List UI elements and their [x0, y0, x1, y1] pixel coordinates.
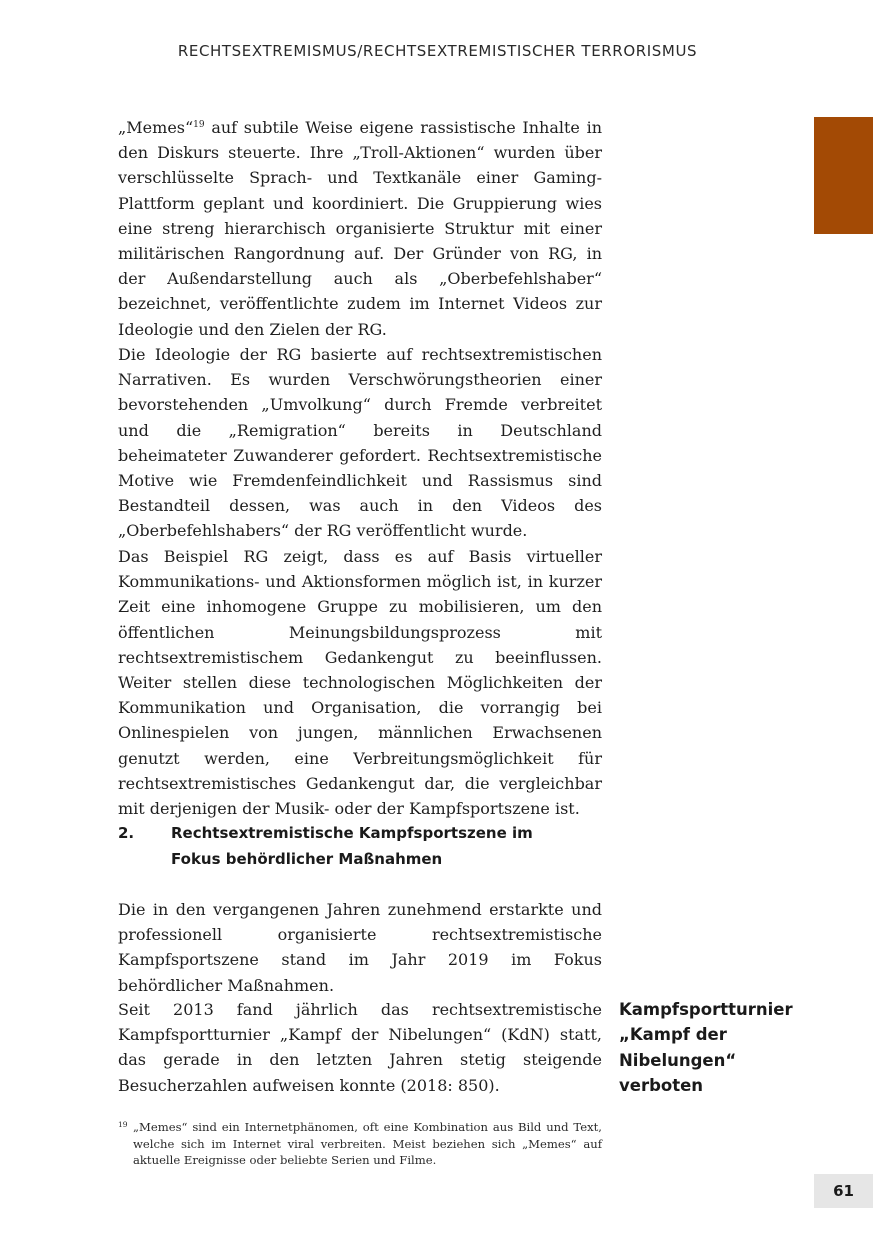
margin-note-line: „Kampf der [619, 1025, 727, 1045]
margin-note-line: Kampfsportturnier [619, 1000, 793, 1019]
body-paragraph-1 [118, 115, 602, 342]
section-title: Rechtsextremistische Kampfsportszene im Fokus behördlicher Maßnahmen [171, 824, 533, 868]
margin-note [619, 997, 794, 1098]
page-number [814, 1174, 873, 1208]
margin-note-line: verboten [619, 1075, 704, 1095]
footnote-reference: 19 [193, 120, 205, 130]
body-paragraph-5: Seit 2013 fand jährlich das rechtsextremistische Kampfsportturnier „Kampf der Nibelungen“ (KdN) statt, das gerade in den letzten Jahren stetig steigende Besucherzahlen aufweisen konnte (2018: 850). [118, 1000, 602, 1095]
paragraph-1-start: „Memes“ [118, 118, 194, 137]
footnote-number: 19 [118, 1120, 128, 1129]
paragraph-1-rest: auf subtile Weise eigene rassistische Inhalte in den Diskurs steuerte. Ihre „Troll-Aktionen“ wurden über verschlüsselte Sprach- und Textkanäle einer Gaming-Plattform geplant und koordiniert. Die Gruppierung wies eine streng hierarchisch organisierte Struktur mit einer militärischen Rangordnung auf. Der Gründer von RG, in der Außendarstellung auch als „Oberbefehlshaber“ bezeichnet, veröffentlichte zudem im Internet Videos zur Ideologie und den Zielen der RG. [118, 118, 602, 339]
running-header: RECHTSEXTREMISMUS/RECHTSEXTREMISTISCHER TERRORISMUS [177, 42, 698, 60]
chapter-color-tab [814, 117, 873, 234]
body-paragraph-4: Die in den vergangenen Jahren zunehmend erstarkte und professionell organisierte rechtsextremistische Kampfsportszene stand im Jahr 2019 im Fokus behördlicher Maßnahmen. [118, 900, 602, 995]
section-number: 2. [118, 824, 135, 842]
body-paragraph-2: Die Ideologie der RG basierte auf rechtsextremistischen Narrativen. Es wurden Verschwörungstheorien einer bevorstehenden „Umvolkung“ durch Fremde verbreitet und die „Remigration“ bereits in Deutschland beheimateter Zuwanderer gefordert. Rechtsextremistische Motive wie Fremdenfeindlichkeit und Rassismus sind Bestandteil dessen, was auch in den Videos des „Oberbefehlshabers“ der RG veröffentlicht wurde. [118, 345, 602, 541]
margin-note-line: Nibelungen“ [619, 1050, 737, 1070]
page-number-label: 61 [833, 1182, 854, 1200]
footnote [118, 1119, 602, 1169]
body-paragraph-3: Das Beispiel RG zeigt, dass es auf Basis virtueller Kommunikations- und Aktionsformen möglich ist, in kurzer Zeit eine inhomogene Gruppe zu mobilisieren, um den öffentlichen Meinungsbildungsprozess mit rechtsextremistischem Gedankengut zu beeinflussen. Weiter stellen diese technologischen Möglichkeiten der Kommunikation und Organisation, die vorrangig bei Onlinespielen von jungen, männlichen Erwachsenen genutzt werden, eine Verbreitungsmöglichkeit für rechtsextremistisches Gedankengut dar, die vergleichbar mit derjenigen der Musik- oder der Kampfsportszene ist. [118, 547, 602, 819]
footnote-text: „Memes“ sind ein Internetphänomen, oft eine Kombination aus Bild und Text, welche sich im Internet viral verbreiten. Meist beziehen sich „Memes“ auf aktuelle Ereignisse oder beliebte Serien und Filme. [133, 1120, 602, 1168]
